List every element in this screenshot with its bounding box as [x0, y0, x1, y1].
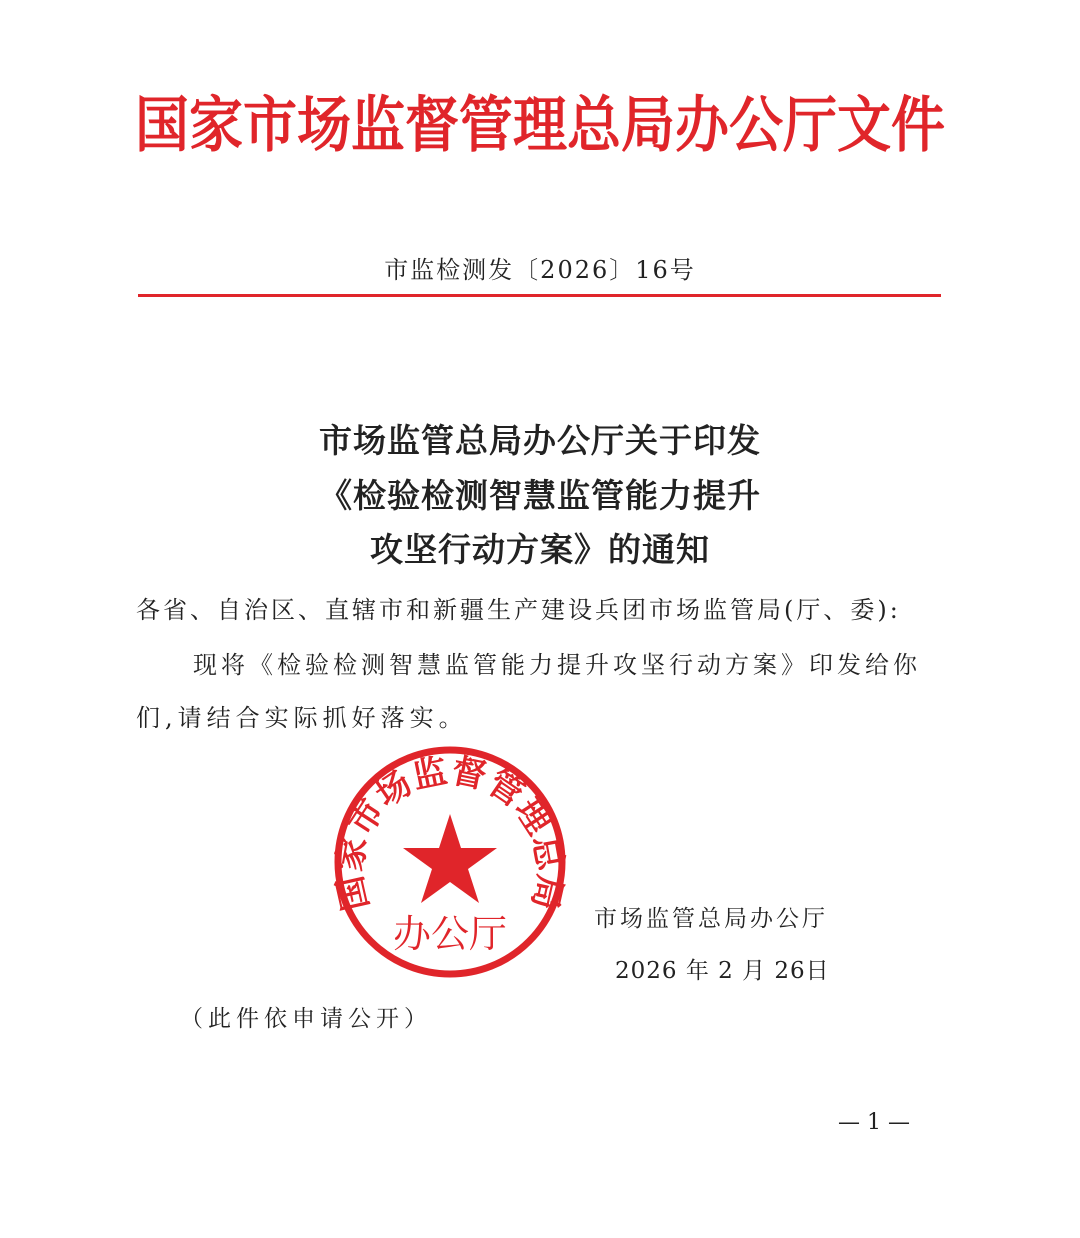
body-line-1: 现将《检验检测智慧监管能力提升攻坚行动方案》印发给你	[193, 651, 921, 679]
document-title-line-1: 市场监管总局办公厅关于印发	[319, 421, 761, 460]
star-icon	[403, 814, 497, 903]
document-title-line-2: 《检验检测智慧监管能力提升	[319, 476, 761, 515]
masthead-title: 国家市场监督管理总局办公厅文件	[135, 88, 945, 161]
body-line-2: 们,请结合实际抓好落实。	[136, 704, 468, 732]
document-title-line-3: 攻坚行动方案》的通知	[370, 530, 710, 569]
document-number: 市监检测发〔2026〕16号	[384, 256, 696, 284]
official-seal	[330, 742, 570, 982]
red-divider	[138, 294, 941, 297]
addressee: 各省、自治区、直辖市和新疆生产建设兵团市场监管局(厅、委):	[136, 596, 901, 624]
seal-arc-text: 国家市场监督管理总局	[330, 750, 570, 915]
signature: 市场监管总局办公厅	[594, 906, 828, 932]
issue-date: 2026 年 2 月 26日	[615, 958, 830, 984]
disclosure-note: （此件依申请公开）	[180, 1006, 432, 1032]
page-number: — 1 —	[838, 1110, 910, 1135]
seal-bottom-text: 办公厅	[392, 912, 508, 956]
